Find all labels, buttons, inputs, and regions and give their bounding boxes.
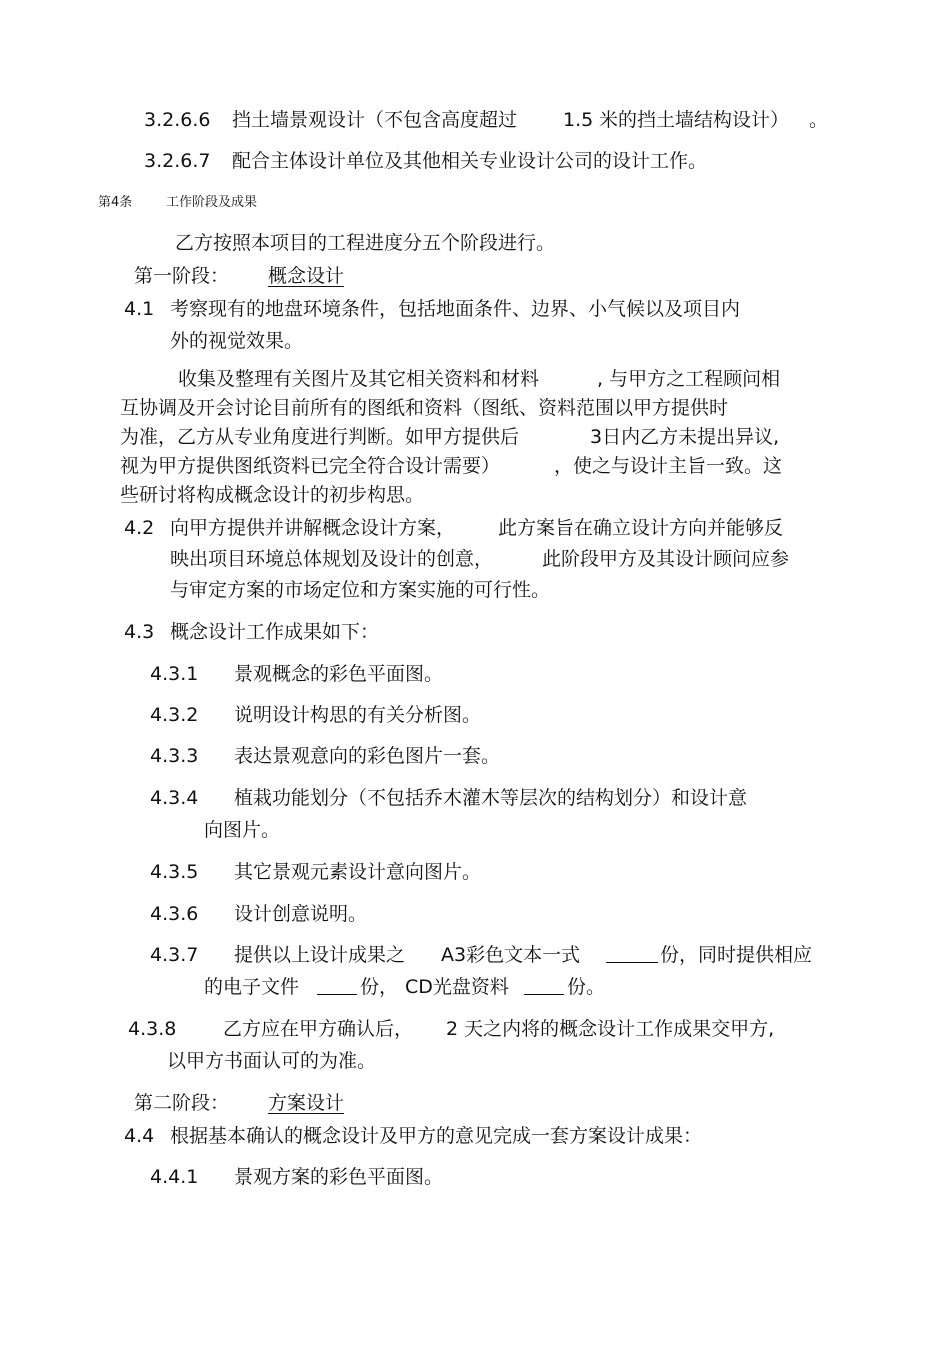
item-text: 2 天之内将的概念设计工作成果交甲方, [446,1018,775,1040]
section-number: 4.4 [124,1125,155,1147]
stage-title: 概念设计 [268,265,345,287]
paragraph-text: 收集及整理有关图片及其它相关资料和材料 [178,368,540,390]
item-text: 景观概念的彩色平面图。 [234,663,444,685]
item-number: 4.3.1 [150,663,199,685]
item-value: 1.5 [563,109,594,131]
item-number: 4.4.1 [150,1166,199,1188]
section-4-2-line-3: 与审定方案的市场定位和方案实施的可行性。 [170,579,551,601]
section-text: 根据基本确认的概念设计及甲方的意见完成一套方案设计成果： [170,1125,703,1147]
item-number: 3.2.6.7 [144,150,211,172]
section-text: 概念设计工作成果如下： [170,621,380,643]
item-text: 提供以上设计成果之 [234,944,406,966]
item-4-3-4-line-2: 向图片。 [204,819,281,841]
section-number: 4.2 [124,517,155,539]
paragraph-text: 视为甲方提供图纸资料已完全符合设计需要） [120,455,501,477]
cd-copies-blank[interactable] [524,976,564,995]
item-text: 设计创意说明。 [234,903,368,925]
item-number: 4.3.3 [150,745,199,767]
paragraph-line-2: 互协调及开会讨论目前所有的图纸和资料（图纸、资料范围以甲方提供时 [120,397,729,419]
item-number: 4.3.4 [150,787,199,809]
item-text: 配合主体设计单位及其他相关专业设计公司的设计工作。 [232,150,708,172]
item-text: 其它景观元素设计意向图片。 [234,861,482,883]
item-number: 4.3.7 [150,944,199,966]
item-number: 4.3.5 [150,861,199,883]
item-text: 景观方案的彩色平面图。 [234,1166,444,1188]
electronic-copies-blank[interactable] [317,976,357,995]
paragraph-line-5: 些研讨将构成概念设计的初步构思。 [120,484,425,506]
paragraph-text: , 与甲方之工程顾问相 [597,368,781,390]
section-number: 4.1 [124,298,155,320]
item-number: 3.2.6.6 [144,109,211,131]
item-number: 4.3.6 [150,903,199,925]
stage-label: 第二阶段： [134,1092,230,1114]
item-number: 4.3.8 [128,1018,177,1040]
article-title: 工作阶段及成果 [166,195,258,210]
section-text: 向甲方提供并讲解概念设计方案， [170,517,456,539]
item-4-3-8-line-2: 以甲方书面认可的为准。 [167,1050,377,1072]
item-text: A3彩色文本一式 [441,944,581,966]
item-number: 4.3.2 [150,704,199,726]
section-line-2: 外的视觉效果。 [170,330,304,352]
section-line-1: 考察现有的地盘环境条件，包括地面条件、边界、小气候以及项目内 [170,298,741,320]
paragraph-text: 为准，乙方从专业角度进行判断。如甲方提供后 [120,426,520,448]
stage-label: 第一阶段： [134,265,230,287]
item-end-punct: 。 [809,109,829,131]
item-text: 份。 [567,976,606,998]
item-text: 挡土墙景观设计（不包含高度超过 [232,109,518,131]
item-text: 的电子文件 [204,976,300,998]
paragraph-text: 3日内乙方未提出异议, [590,426,780,448]
copies-blank[interactable] [606,944,658,963]
article-label: 第4条 [98,195,133,210]
item-text: CD光盘资料 [405,976,509,998]
intro-text: 乙方按照本项目的工程进度分五个阶段进行。 [175,232,556,254]
paragraph-text: ，使之与设计主旨一致。这 [554,455,783,477]
section-number: 4.3 [124,621,155,643]
item-text: 说明设计构思的有关分析图。 [234,704,482,726]
section-text: 此阶段甲方及其设计顾问应参 [542,548,790,570]
item-text: 份，同时提供相应 [660,944,813,966]
item-text: 份， [360,976,399,998]
stage-title: 方案设计 [268,1092,345,1114]
item-text-continued: 米的挡土墙结构设计） [599,109,790,131]
item-text: 乙方应在甲方确认后， [223,1018,414,1040]
section-text: 映出项目环境总体规划及设计的创意， [170,548,494,570]
item-text: 植栽功能划分（不包括乔木灌木等层次的结构划分）和设计意 [234,787,748,809]
section-text: 此方案旨在确立设计方向并能够反 [498,517,784,539]
item-text: 表达景观意向的彩色图片一套。 [234,745,501,767]
